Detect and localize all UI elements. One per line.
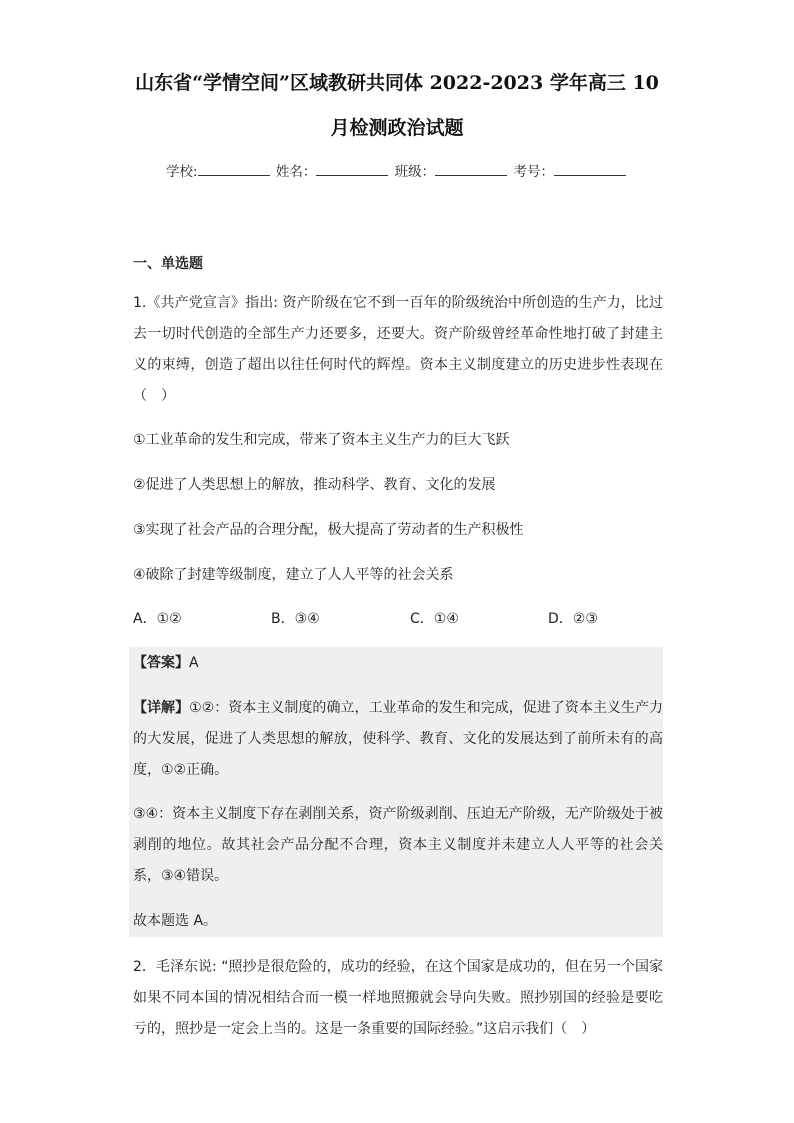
detail-label: 【详解】 — [133, 700, 190, 716]
exam-title-line2: 月检测政治试题 — [330, 117, 464, 139]
q1-options — [133, 608, 663, 630]
question-2-stem: 2．毛泽东说: “照抄是很危险的，成功的经验，在这个国家是成功的，但在另一个国家如果不同本国的情况相结合而一模一样地照搬就会导向失败。照抄别国的经验是要吃亏的，照抄是一定会上当的。这是一条重要的国际经验。”这启示我们（ ） — [133, 959, 663, 1037]
answer-explanation-box — [129, 647, 663, 937]
q1-statement-1: ①工业革命的发生和完成，带来了资本主义生产力的巨大飞跃 — [133, 432, 510, 448]
exam-number-blank[interactable] — [554, 163, 626, 176]
q1-conclusion: 故本题选 A。 — [133, 913, 218, 929]
q1-answer — [133, 648, 663, 679]
student-info-row — [0, 160, 794, 180]
school-blank[interactable] — [198, 163, 270, 176]
q1-option-c[interactable]: C．①④ — [410, 611, 459, 627]
question-1-stem: 1.《共产党宣言》指出: 资产阶级在它不到一百年的阶级统治中所创造的生产力，比过去一切时代创造的全部生产力还要多，还要大。资产阶级曾经革命性地打破了封建主义的束缚，创造了超出以往任何时代的辉煌。资本主义制度建立的历史进步性表现在（ ） — [133, 295, 663, 404]
q1-detail-1 — [133, 693, 663, 786]
answer-label: 【答案】 — [133, 655, 189, 671]
exam-title-line1: 山东省“学情空间”区域教研共同体 2022-2023 学年高三 10 — [135, 72, 659, 94]
q1-statement-4: ④破除了封建等级制度，建立了人人平等的社会关系 — [133, 567, 454, 583]
q1-option-a[interactable]: A．①② — [133, 611, 182, 627]
name-blank[interactable] — [316, 163, 388, 176]
answer-value: A — [189, 655, 199, 671]
class-label: 班级： — [394, 164, 436, 180]
school-label: 学校: — [166, 164, 198, 180]
exam-number-label: 考号： — [513, 164, 554, 180]
detail-text-1: ①②：资本主义制度的确立，工业革命的发生和完成，促进了资本主义生产力的大发展，促进了人类思想的解放，使科学、教育、文化的发展达到了前所未有的高度，①②正确。 — [133, 700, 664, 778]
name-label: 姓名： — [275, 164, 317, 180]
section-title: 一、单选题 — [133, 256, 203, 272]
q1-statement-2: ②促进了人类思想上的解放，推动科学、教育、文化的发展 — [133, 477, 496, 493]
q1-detail-2: ③④：资本主义制度下存在剥削关系，资产阶级剥削、压迫无产阶级，无产阶级处于被剥削的地位。故其社会产品分配不合理，资本主义制度并未建立人人平等的社会关系，③④错误。 — [133, 806, 663, 884]
class-blank[interactable] — [435, 163, 507, 176]
q1-option-d[interactable]: D．②③ — [548, 611, 598, 627]
q1-statement-3: ③实现了社会产品的合理分配，极大提高了劳动者的生产积极性 — [133, 522, 524, 538]
q1-option-b[interactable]: B．③④ — [271, 611, 320, 627]
